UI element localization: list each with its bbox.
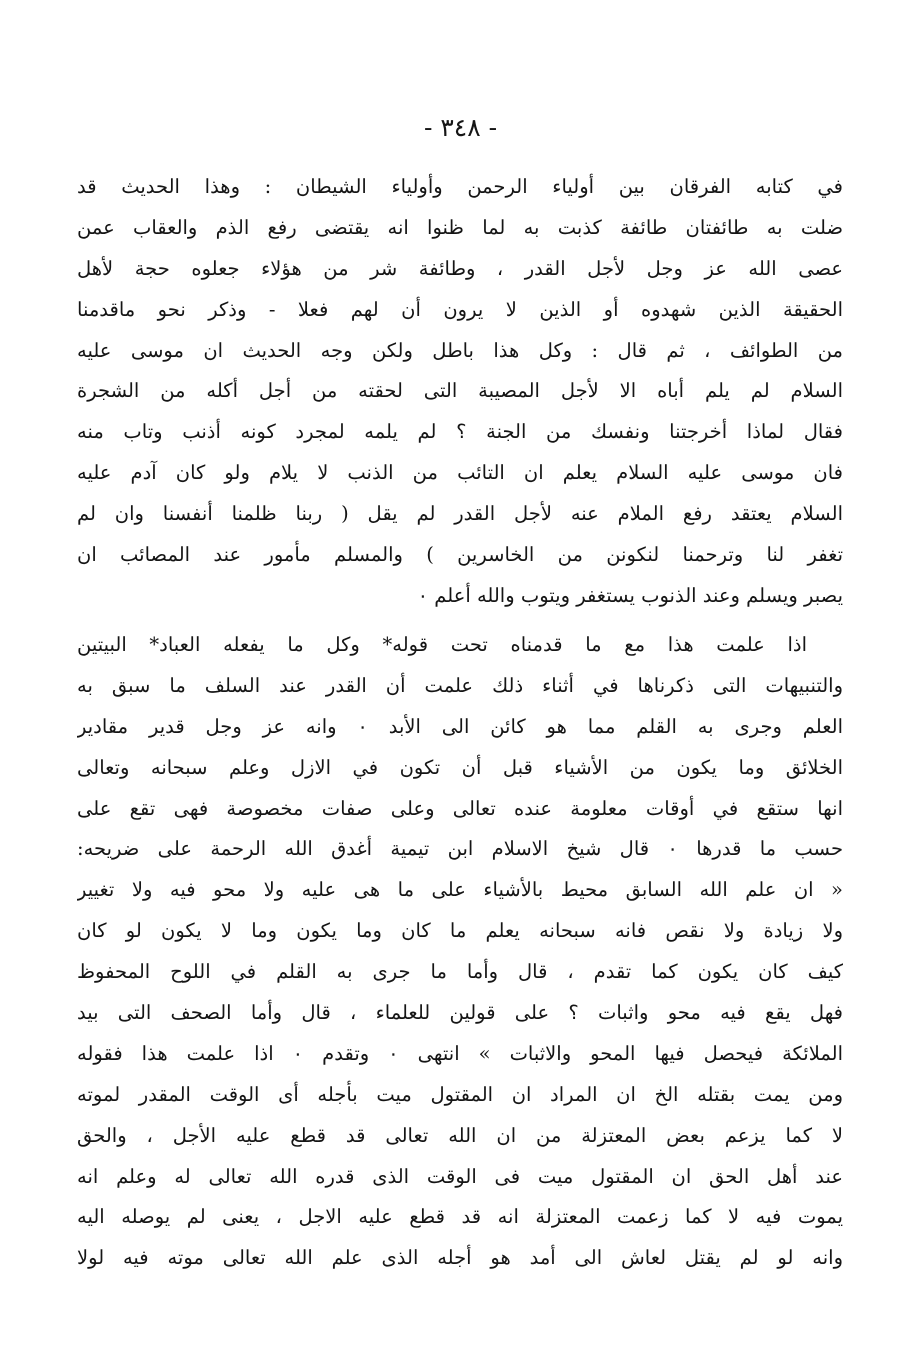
text-line: فهل يقع فيه محو واثبات ؟ على قولين للعلماء ، قال وأما الصحف التى بيد <box>77 1001 843 1025</box>
text-line: عند أهل الحق ان المقتول ميت فى الوقت الذى قدره الله تعالى له وعلم انه <box>77 1164 843 1188</box>
text-line: عصى الله عز وجل لأجل القدر ، وطائفة شر من هؤلاء جعلوه حجة لأهل <box>77 256 843 280</box>
text-line: اذا علمت هذا مع ما قدمناه تحت قوله* وكل ما يفعله العباد* البيتين <box>77 633 807 656</box>
page-number: - ٣٤٨ - <box>423 113 498 142</box>
text-line: لا كما يزعم بعض المعتزلة من ان الله تعالى قد قطع عليه الأجل ، والحق <box>77 1123 843 1147</box>
text-line: السلام لم يلم أباه الا لأجل المصيبة التى لحقته من أجل أكله من الشجرة <box>77 379 843 403</box>
text-line: السلام يعتقد رفع الملام عنه لأجل القدر لم يقل ( ربنا ظلمنا أنفسنا وان لم <box>77 502 843 526</box>
text-line: « ان علم الله السابق محيط بالأشياء على ما هى عليه ولا محو فيه ولا تغيير <box>77 878 843 902</box>
text-line: فقال لماذا أخرجتنا ونفسك من الجنة ؟ لم يلمه لمجرد كونه أذنب وتاب منه <box>77 420 843 444</box>
text-line: يموت فيه لا كما زعمت المعتزلة انه قد قطع عليه الاجل ، يعنى لم يوصله اليه <box>77 1205 843 1229</box>
text-line: في كتابه الفرقان بين أولياء الرحمن وأولياء الشيطان : وهذا الحديث قد <box>77 175 843 198</box>
text-line: الملائكة فيحصل فيها المحو والاثبات » انتهى ٠ وتقدم ٠ اذا علمت هذا فقوله <box>77 1041 843 1065</box>
text-line: من الطوائف ، ثم قال : وكل هذا باطل ولكن وجه الحديث ان موسى عليه <box>77 338 843 362</box>
text-line: يصبر ويسلم وعند الذنوب يستغفر ويتوب والله أعلم ٠ <box>417 583 843 607</box>
text-line: ضلت به طائفتان طائفة كذبت به لما ظنوا انه يقتضى رفع الذم والعقاب عمن <box>77 215 843 239</box>
text-line: الخلائق وما يكون من الأشياء قبل أن تكون في الازل وعلم سبحانه وتعالى <box>77 755 843 779</box>
text-line: فان موسى عليه السلام يعلم ان التائب من الذنب لا يلام ولو كان آدم عليه <box>77 461 843 485</box>
text-line: الحقيقة الذين شهدوه أو الذين لا يرون أن لهم فعلا - وذكر نحو ماقدمنا <box>77 297 843 321</box>
text-line: انها ستقع في أوقات معلومة عنده تعالى وعلى صفات مخصوصة فهى تقع على <box>77 796 843 820</box>
text-line: وانه لو لم يقتل لعاش الى أمد هو أجله الذى علم الله تعالى موته فيه لولا <box>77 1246 843 1270</box>
text-line: والتنبيهات التى ذكرناها في أثناء ذلك علمت أن القدر عند السلف ما سبق به <box>77 673 843 697</box>
text-line: كيف كان يكون كما تقدم ، قال وأما ما جرى به القلم في اللوح المحفوظ <box>77 960 843 984</box>
text-line: تغفر لنا وترحمنا لنكونن من الخاسرين ) والمسلم مأمور عند المصائب ان <box>77 543 843 567</box>
text-line: العلم وجرى به القلم مما هو كائن الى الأبد ٠ وانه عز وجل قدير مقادير <box>77 714 843 738</box>
paragraph-1 <box>77 167 843 617</box>
text-line: ومن يمت بقتله الخ ان المراد ان المقتول ميت بأجله أى الوقت المقدر لموته <box>77 1082 843 1106</box>
text-line: ولا زيادة ولا نقص فانه سبحانه يعلم ما كان وما يكون وما لا يكون لو كان <box>77 919 843 943</box>
paragraph-2 <box>77 625 843 1279</box>
text-line: حسب ما قدرها ٠ قال شيخ الاسلام ابن تيمية أغدق الله الرحمة على ضريحه: <box>77 837 843 861</box>
